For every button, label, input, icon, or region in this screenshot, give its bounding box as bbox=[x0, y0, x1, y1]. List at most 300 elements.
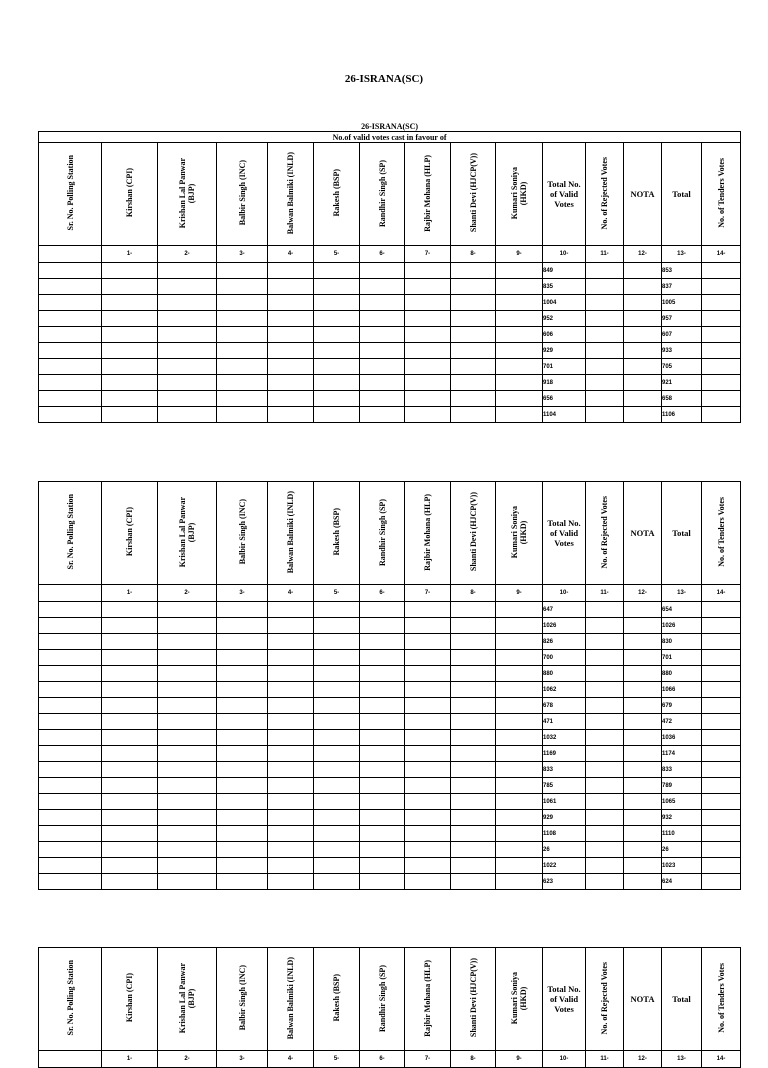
empty-cell bbox=[405, 650, 451, 666]
empty-cell bbox=[624, 794, 662, 810]
column-header bbox=[543, 482, 586, 585]
empty-cell bbox=[360, 858, 405, 874]
column-number bbox=[39, 246, 102, 263]
empty-cell bbox=[268, 842, 314, 858]
empty-cell bbox=[586, 327, 624, 343]
empty-cell bbox=[268, 810, 314, 826]
empty-cell bbox=[496, 810, 543, 826]
empty-cell bbox=[268, 826, 314, 842]
column-header bbox=[451, 948, 496, 1051]
total-votes-cell: 933 bbox=[662, 343, 702, 359]
results-table bbox=[38, 481, 741, 890]
empty-cell bbox=[451, 263, 496, 279]
column-header bbox=[496, 948, 543, 1051]
empty-cell bbox=[624, 682, 662, 698]
total-votes-cell: 701 bbox=[662, 650, 702, 666]
empty-cell bbox=[586, 343, 624, 359]
column-number: 9- bbox=[496, 246, 543, 263]
empty-cell bbox=[102, 858, 158, 874]
table-row bbox=[39, 746, 741, 762]
column-number: 8- bbox=[451, 1051, 496, 1068]
column-header-row bbox=[39, 143, 741, 246]
total-votes-cell: 607 bbox=[662, 327, 702, 343]
empty-cell bbox=[624, 698, 662, 714]
column-header-label: No. of Tenders Votes bbox=[716, 497, 726, 567]
total-votes-cell: 1005 bbox=[662, 295, 702, 311]
empty-cell bbox=[314, 311, 360, 327]
column-number: 8- bbox=[451, 246, 496, 263]
total-votes-cell: 1174 bbox=[662, 746, 702, 762]
empty-cell bbox=[405, 874, 451, 890]
empty-cell bbox=[314, 650, 360, 666]
column-number: 11- bbox=[586, 246, 624, 263]
column-header-label: Total bbox=[672, 528, 691, 538]
column-header bbox=[662, 143, 702, 246]
empty-cell bbox=[268, 263, 314, 279]
column-number: 5- bbox=[314, 246, 360, 263]
column-header-label: Total No. of Valid Votes bbox=[547, 518, 581, 548]
empty-cell bbox=[314, 858, 360, 874]
empty-cell bbox=[586, 842, 624, 858]
empty-cell bbox=[586, 746, 624, 762]
table-row bbox=[39, 666, 741, 682]
empty-cell bbox=[624, 778, 662, 794]
empty-cell bbox=[360, 698, 405, 714]
empty-cell bbox=[624, 650, 662, 666]
empty-cell bbox=[496, 279, 543, 295]
column-number bbox=[39, 1051, 102, 1068]
table-row bbox=[39, 778, 741, 794]
table-row bbox=[39, 682, 741, 698]
empty-cell bbox=[496, 391, 543, 407]
column-header bbox=[158, 948, 217, 1051]
empty-cell bbox=[39, 407, 102, 423]
empty-cell bbox=[702, 391, 741, 407]
total-votes-cell: 932 bbox=[662, 810, 702, 826]
empty-cell bbox=[702, 311, 741, 327]
table-row bbox=[39, 634, 741, 650]
empty-cell bbox=[158, 682, 217, 698]
empty-cell bbox=[451, 279, 496, 295]
empty-cell bbox=[39, 858, 102, 874]
empty-cell bbox=[314, 794, 360, 810]
column-header-label: Rakesh (BSP) bbox=[332, 508, 341, 556]
column-header-label: Balbir Singh (INC) bbox=[237, 160, 247, 226]
empty-cell bbox=[624, 714, 662, 730]
empty-cell bbox=[158, 618, 217, 634]
column-number: 13- bbox=[662, 246, 702, 263]
empty-cell bbox=[586, 263, 624, 279]
empty-cell bbox=[102, 375, 158, 391]
column-header bbox=[451, 143, 496, 246]
empty-cell bbox=[102, 279, 158, 295]
column-header-label: Kirshan (CPI) bbox=[125, 168, 134, 218]
empty-cell bbox=[314, 730, 360, 746]
empty-cell bbox=[702, 359, 741, 375]
column-header bbox=[496, 482, 543, 585]
empty-cell bbox=[624, 263, 662, 279]
table-row bbox=[39, 602, 741, 618]
empty-cell bbox=[624, 279, 662, 295]
column-header-label: NOTA bbox=[630, 189, 655, 199]
column-number: 13- bbox=[662, 585, 702, 602]
empty-cell bbox=[217, 826, 268, 842]
column-number: 4- bbox=[268, 246, 314, 263]
empty-cell bbox=[451, 634, 496, 650]
column-number: 2- bbox=[158, 246, 217, 263]
table-row bbox=[39, 359, 741, 375]
empty-cell bbox=[496, 263, 543, 279]
column-header-label: Randhir Singh (SP) bbox=[377, 964, 387, 1032]
valid-votes-cell: 656 bbox=[543, 391, 586, 407]
column-header-label: Krishan Lal Panwar (BJP) bbox=[178, 157, 196, 229]
empty-cell bbox=[268, 407, 314, 423]
valid-votes-cell: 1022 bbox=[543, 858, 586, 874]
column-header-label: Krishan Lal Panwar (BJP) bbox=[178, 962, 196, 1034]
column-header-label: Sr. No. Polling Station bbox=[65, 494, 75, 570]
empty-cell bbox=[102, 618, 158, 634]
empty-cell bbox=[158, 874, 217, 890]
column-number-row bbox=[39, 585, 741, 602]
empty-cell bbox=[496, 311, 543, 327]
empty-cell bbox=[496, 826, 543, 842]
table-row bbox=[39, 810, 741, 826]
empty-cell bbox=[217, 391, 268, 407]
empty-cell bbox=[158, 327, 217, 343]
empty-cell bbox=[217, 295, 268, 311]
empty-cell bbox=[314, 778, 360, 794]
empty-cell bbox=[158, 698, 217, 714]
empty-cell bbox=[702, 343, 741, 359]
empty-cell bbox=[39, 666, 102, 682]
empty-cell bbox=[451, 746, 496, 762]
empty-cell bbox=[405, 746, 451, 762]
empty-cell bbox=[624, 858, 662, 874]
empty-cell bbox=[217, 327, 268, 343]
empty-cell bbox=[451, 602, 496, 618]
table-row bbox=[39, 343, 741, 359]
column-header bbox=[102, 143, 158, 246]
empty-cell bbox=[586, 730, 624, 746]
empty-cell bbox=[268, 746, 314, 762]
valid-votes-cell: 929 bbox=[543, 343, 586, 359]
empty-cell bbox=[586, 810, 624, 826]
column-header bbox=[624, 482, 662, 585]
empty-cell bbox=[39, 618, 102, 634]
empty-cell bbox=[496, 698, 543, 714]
empty-cell bbox=[586, 618, 624, 634]
empty-cell bbox=[360, 714, 405, 730]
column-header bbox=[360, 482, 405, 585]
empty-cell bbox=[102, 359, 158, 375]
empty-cell bbox=[268, 375, 314, 391]
column-header bbox=[314, 948, 360, 1051]
empty-cell bbox=[496, 618, 543, 634]
empty-cell bbox=[624, 295, 662, 311]
column-number: 5- bbox=[314, 1051, 360, 1068]
empty-cell bbox=[360, 295, 405, 311]
empty-cell bbox=[39, 682, 102, 698]
empty-cell bbox=[268, 794, 314, 810]
empty-cell bbox=[102, 311, 158, 327]
column-header-label: No. of Rejected Votes bbox=[600, 156, 609, 230]
empty-cell bbox=[496, 858, 543, 874]
empty-cell bbox=[314, 263, 360, 279]
empty-cell bbox=[158, 714, 217, 730]
empty-cell bbox=[217, 842, 268, 858]
column-header bbox=[268, 482, 314, 585]
column-number: 1- bbox=[102, 246, 158, 263]
column-number: 7- bbox=[405, 1051, 451, 1068]
empty-cell bbox=[268, 602, 314, 618]
valid-votes-cell: 1108 bbox=[543, 826, 586, 842]
empty-cell bbox=[39, 327, 102, 343]
total-votes-cell: 957 bbox=[662, 311, 702, 327]
column-header bbox=[543, 143, 586, 246]
empty-cell bbox=[360, 794, 405, 810]
empty-cell bbox=[39, 746, 102, 762]
empty-cell bbox=[624, 618, 662, 634]
empty-cell bbox=[39, 650, 102, 666]
empty-cell bbox=[102, 391, 158, 407]
empty-cell bbox=[624, 810, 662, 826]
empty-cell bbox=[39, 714, 102, 730]
column-header-label: No. of Rejected Votes bbox=[600, 495, 609, 569]
column-number: 10- bbox=[543, 585, 586, 602]
empty-cell bbox=[405, 375, 451, 391]
total-votes-cell: 921 bbox=[662, 375, 702, 391]
empty-cell bbox=[314, 746, 360, 762]
empty-cell bbox=[451, 826, 496, 842]
total-votes-cell: 1110 bbox=[662, 826, 702, 842]
empty-cell bbox=[405, 263, 451, 279]
table-title-row bbox=[39, 121, 741, 132]
empty-cell bbox=[39, 279, 102, 295]
empty-cell bbox=[268, 730, 314, 746]
empty-cell bbox=[451, 858, 496, 874]
empty-cell bbox=[451, 618, 496, 634]
column-header-label: Balwan Balmiki (INLD) bbox=[286, 956, 295, 1040]
empty-cell bbox=[702, 810, 741, 826]
empty-cell bbox=[405, 311, 451, 327]
column-header bbox=[586, 143, 624, 246]
empty-cell bbox=[702, 714, 741, 730]
empty-cell bbox=[702, 375, 741, 391]
empty-cell bbox=[268, 714, 314, 730]
empty-cell bbox=[314, 842, 360, 858]
empty-cell bbox=[158, 810, 217, 826]
empty-cell bbox=[314, 682, 360, 698]
empty-cell bbox=[314, 634, 360, 650]
empty-cell bbox=[405, 295, 451, 311]
empty-cell bbox=[496, 730, 543, 746]
empty-cell bbox=[314, 343, 360, 359]
empty-cell bbox=[314, 602, 360, 618]
empty-cell bbox=[702, 618, 741, 634]
column-number: 10- bbox=[543, 246, 586, 263]
empty-cell bbox=[102, 327, 158, 343]
valid-votes-cell: 647 bbox=[543, 602, 586, 618]
column-header-label: Shanti Devi (HJCP(V)) bbox=[468, 492, 478, 572]
column-number: 4- bbox=[268, 1051, 314, 1068]
empty-cell bbox=[158, 279, 217, 295]
total-votes-cell: 880 bbox=[662, 666, 702, 682]
column-number: 10- bbox=[543, 1051, 586, 1068]
table-row bbox=[39, 327, 741, 343]
empty-cell bbox=[405, 778, 451, 794]
empty-cell bbox=[451, 874, 496, 890]
column-number: 13- bbox=[662, 1051, 702, 1068]
empty-cell bbox=[702, 762, 741, 778]
empty-cell bbox=[158, 762, 217, 778]
column-header-label: Kirshan (CPI) bbox=[125, 973, 134, 1023]
column-header bbox=[405, 482, 451, 585]
empty-cell bbox=[624, 842, 662, 858]
empty-cell bbox=[451, 698, 496, 714]
empty-cell bbox=[360, 730, 405, 746]
empty-cell bbox=[39, 359, 102, 375]
total-votes-cell: 624 bbox=[662, 874, 702, 890]
empty-cell bbox=[268, 327, 314, 343]
empty-cell bbox=[496, 842, 543, 858]
empty-cell bbox=[360, 666, 405, 682]
table-row bbox=[39, 407, 741, 423]
empty-cell bbox=[586, 794, 624, 810]
empty-cell bbox=[624, 826, 662, 842]
empty-cell bbox=[496, 874, 543, 890]
empty-cell bbox=[496, 746, 543, 762]
empty-cell bbox=[102, 778, 158, 794]
empty-cell bbox=[360, 327, 405, 343]
total-votes-cell: 654 bbox=[662, 602, 702, 618]
empty-cell bbox=[360, 343, 405, 359]
empty-cell bbox=[360, 263, 405, 279]
empty-cell bbox=[702, 634, 741, 650]
empty-cell bbox=[217, 375, 268, 391]
table-row bbox=[39, 858, 741, 874]
empty-cell bbox=[217, 602, 268, 618]
empty-cell bbox=[217, 407, 268, 423]
empty-cell bbox=[158, 263, 217, 279]
valid-votes-cell: 849 bbox=[543, 263, 586, 279]
empty-cell bbox=[624, 746, 662, 762]
valid-votes-cell: 826 bbox=[543, 634, 586, 650]
empty-cell bbox=[586, 778, 624, 794]
column-number-row bbox=[39, 246, 741, 263]
empty-cell bbox=[586, 714, 624, 730]
empty-cell bbox=[405, 359, 451, 375]
empty-cell bbox=[702, 746, 741, 762]
empty-cell bbox=[624, 327, 662, 343]
empty-cell bbox=[624, 730, 662, 746]
empty-cell bbox=[158, 311, 217, 327]
empty-cell bbox=[102, 730, 158, 746]
empty-cell bbox=[217, 778, 268, 794]
column-header-row bbox=[39, 482, 741, 585]
column-header-label: Rajbir Mohana (HLP) bbox=[423, 493, 432, 571]
empty-cell bbox=[624, 391, 662, 407]
column-header bbox=[496, 143, 543, 246]
empty-cell bbox=[217, 746, 268, 762]
empty-cell bbox=[268, 343, 314, 359]
empty-cell bbox=[39, 375, 102, 391]
empty-cell bbox=[451, 730, 496, 746]
empty-cell bbox=[405, 666, 451, 682]
column-number: 11- bbox=[586, 585, 624, 602]
column-header-label: Sr. No. Polling Station bbox=[65, 155, 75, 231]
column-header-label: Shanti Devi (HJCP(V)) bbox=[468, 153, 478, 233]
empty-cell bbox=[39, 602, 102, 618]
column-number: 14- bbox=[702, 585, 741, 602]
column-header bbox=[314, 482, 360, 585]
empty-cell bbox=[39, 698, 102, 714]
empty-cell bbox=[217, 311, 268, 327]
table-row bbox=[39, 311, 741, 327]
empty-cell bbox=[102, 343, 158, 359]
empty-cell bbox=[586, 311, 624, 327]
column-number: 14- bbox=[702, 246, 741, 263]
empty-cell bbox=[624, 602, 662, 618]
empty-cell bbox=[586, 279, 624, 295]
total-votes-cell: 1106 bbox=[662, 407, 702, 423]
column-number: 9- bbox=[496, 1051, 543, 1068]
empty-cell bbox=[624, 343, 662, 359]
column-header-label: No. of Tenders Votes bbox=[716, 158, 726, 228]
empty-cell bbox=[451, 327, 496, 343]
empty-cell bbox=[158, 858, 217, 874]
empty-cell bbox=[451, 359, 496, 375]
table-row bbox=[39, 391, 741, 407]
empty-cell bbox=[217, 682, 268, 698]
empty-cell bbox=[451, 295, 496, 311]
empty-cell bbox=[702, 295, 741, 311]
empty-cell bbox=[314, 826, 360, 842]
column-header-label: Shanti Devi (HJCP(V)) bbox=[468, 958, 478, 1038]
column-number: 3- bbox=[217, 585, 268, 602]
empty-cell bbox=[39, 810, 102, 826]
column-header bbox=[102, 948, 158, 1051]
valid-votes-cell: 1169 bbox=[543, 746, 586, 762]
total-votes-cell: 1036 bbox=[662, 730, 702, 746]
page-title: 26-ISRANA(SC) bbox=[344, 73, 424, 85]
valid-votes-cell: 833 bbox=[543, 762, 586, 778]
column-number: 12- bbox=[624, 246, 662, 263]
column-header-label: Rakesh (BSP) bbox=[332, 169, 341, 217]
column-header-label: Total No. of Valid Votes bbox=[547, 984, 581, 1014]
results-table bbox=[38, 947, 741, 1068]
empty-cell bbox=[158, 343, 217, 359]
empty-cell bbox=[158, 778, 217, 794]
total-votes-cell: 1066 bbox=[662, 682, 702, 698]
empty-cell bbox=[586, 762, 624, 778]
column-number: 11- bbox=[586, 1051, 624, 1068]
valid-votes-cell: 880 bbox=[543, 666, 586, 682]
column-header bbox=[624, 948, 662, 1051]
column-header bbox=[451, 482, 496, 585]
empty-cell bbox=[314, 714, 360, 730]
column-header bbox=[39, 143, 102, 246]
empty-cell bbox=[405, 698, 451, 714]
column-number: 2- bbox=[158, 1051, 217, 1068]
column-header-row bbox=[39, 948, 741, 1051]
column-header bbox=[158, 482, 217, 585]
column-number: 6- bbox=[360, 1051, 405, 1068]
empty-cell bbox=[405, 730, 451, 746]
empty-cell bbox=[268, 359, 314, 375]
empty-cell bbox=[702, 698, 741, 714]
empty-cell bbox=[451, 391, 496, 407]
empty-cell bbox=[702, 666, 741, 682]
